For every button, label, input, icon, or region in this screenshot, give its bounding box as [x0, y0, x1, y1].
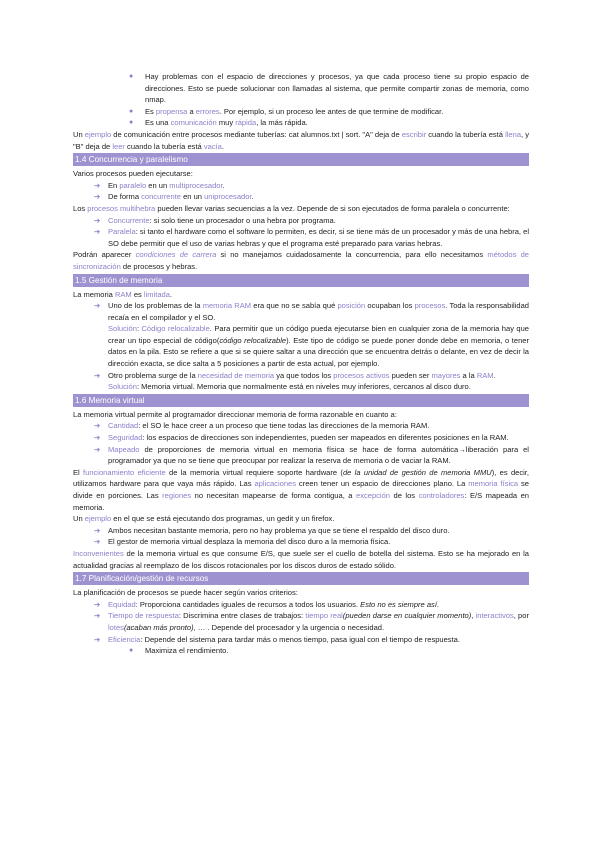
highlight: paralelo [119, 180, 147, 190]
text: ocupaban los [365, 301, 415, 311]
text: , y "B" deja de [73, 129, 530, 151]
arrow-right-icon: ➔ [94, 421, 101, 431]
highlight: errores [195, 106, 220, 116]
highlight: llena [505, 129, 522, 139]
text: , [471, 611, 476, 621]
arrow-item [73, 226, 529, 249]
text: . [493, 370, 496, 380]
arrow-item [73, 525, 529, 537]
highlight: regiones [162, 491, 192, 500]
text: no necesitan mapearse de forma contigua, a [191, 491, 357, 500]
bullet-dot-icon: ● [129, 73, 134, 80]
arrow-item [73, 634, 529, 646]
text: de los [390, 491, 419, 500]
highlight: memoria RAM [202, 301, 252, 311]
highlight: Inconvenientes [73, 548, 124, 558]
text: El gestor de memoria virtual desplaza la memoria del disco duro a la memoria física. [108, 537, 391, 547]
text: creen tener un espacio de direcciones plano. La [296, 479, 469, 489]
arrow-item [73, 444, 529, 467]
text: . [169, 289, 173, 299]
arrow-right-icon: ➔ [94, 215, 101, 225]
text: de procesos y hebras. [120, 261, 198, 271]
text: a la [460, 370, 477, 380]
bullet-item [73, 645, 529, 657]
section-heading-1-6: 1.6 Memoria virtual [73, 394, 529, 407]
text: pueden llevar varias secuencias a la vez. Depende de si son ejecutados de forma paralela o concurrente: [155, 203, 510, 213]
highlight: multiprocesador [169, 180, 223, 190]
text: cuando la tubería está [426, 129, 506, 139]
text: Un [73, 514, 85, 524]
paragraph [73, 249, 529, 272]
text: pueden ser [389, 370, 432, 380]
bullet-item [73, 106, 529, 118]
text: ya que todos los [274, 370, 334, 380]
highlight: ejemplo [84, 129, 112, 139]
highlight: mayores [431, 370, 461, 380]
highlight: Solución [108, 324, 137, 334]
highlight: métodos de sincronización [73, 250, 529, 271]
paragraph: Varios procesos pueden ejecutarse: [73, 169, 193, 179]
text: muy [216, 118, 236, 128]
text: : Memoria virtual. Memoria que normalmente está en niveles muy inferiores, cercanos al disco duro. [136, 382, 471, 392]
paragraph: La planificación de procesos se puede hacer según varios criterios: [73, 588, 298, 598]
text: Es [145, 106, 156, 116]
arrow-right-icon: ➔ [94, 611, 101, 621]
text: cuando la tubería está [124, 141, 204, 151]
highlight: posición [337, 301, 366, 311]
text: . Toda la responsabilidad recaía en el compilador y el SO. [108, 301, 529, 322]
text: en un [181, 192, 205, 202]
bullet-dot-icon: ● [129, 647, 134, 655]
highlight: Tiempo de respuesta [108, 611, 179, 621]
italic-text: de la unidad de gestión de memoria MMU [342, 467, 492, 477]
arrow-item [73, 215, 529, 227]
text: . [251, 192, 254, 202]
text: : Depende del sistema para tardar más o menos tiempo, pasa igual con el tiempo de respuesta. [140, 634, 460, 644]
text: . [221, 141, 224, 151]
text: en el que se está ejecutando dos programas, un gedit y un firefox. [111, 514, 335, 524]
arrow-right-icon: ➔ [94, 444, 101, 454]
italic-text: (pueden darse en cualquier momento) [342, 611, 472, 621]
paragraph [73, 513, 529, 525]
text: de proporciones de memoria virtual en memoria física se hace de forma automática→liberación para el programador ya que no se tiene que preocupar por realizar la reserva de memoria o de vaciar la RAM. [108, 444, 529, 466]
text: Podrán aparecer [73, 250, 136, 260]
text: En [108, 180, 120, 190]
text: : Discrimina entre clases de trabajos: [178, 611, 306, 621]
arrow-right-icon: ➔ [94, 525, 101, 535]
text: , por [513, 611, 529, 621]
highlight: funcionamiento eficiente [83, 467, 166, 477]
highlight: Equidad [108, 599, 136, 609]
highlight: procesos [414, 301, 446, 311]
text: Ambos necesitan bastante memoria, pero no hay problema ya que se tiene el respaldo del disco duro. [108, 525, 450, 535]
solution-paragraph [73, 381, 529, 393]
arrow-right-icon: ➔ [94, 370, 101, 380]
arrow-item [73, 432, 529, 444]
highlight: escribir [401, 129, 427, 139]
text: . [436, 599, 440, 609]
text: de la memoria virtual es que consume E/S, que suele ser el cuello de botella del sistema. Esto se ha mejorado en la actualidad gracias al reemplazo de los discos rotacionales por los discos duros de estado sólido. [73, 548, 529, 570]
bullet-dot-icon: ● [129, 107, 134, 115]
text: de comunicación entre procesos mediante tuberías: cat alumnos.txt | sort. "A" deja de [111, 129, 402, 139]
text: en un [146, 180, 170, 190]
section-heading-1-7: 1.7 Planificación/gestión de recursos [73, 572, 529, 585]
text: Uno de los problemas de la [108, 301, 203, 311]
text: : E/S mapeada en memoria. [73, 491, 529, 512]
text: se divide en porciones. Las [73, 479, 529, 500]
highlight: RAM [114, 289, 132, 299]
text: : si solo tiene un procesador o una hebra por programa. [149, 215, 336, 225]
highlight: aplicaciones [254, 479, 296, 489]
paragraph: La memoria virtual permite al programador direccionar memoria de forma razonable en cuanto a: [73, 409, 397, 419]
section-heading-1-5: 1.5 Gestión de memoria [73, 274, 529, 287]
highlight: comunicación [170, 118, 217, 128]
highlight: Mapeado [108, 444, 140, 454]
text: : Proporciona cantidades iguales de recursos a todos los usuarios. [135, 599, 361, 609]
text: , la más rápida. [256, 118, 308, 128]
paragraph [73, 289, 529, 301]
highlight: tiempo real [305, 611, 343, 621]
highlight: necesidad de memoria [197, 370, 275, 380]
highlight: condiciones de carrera [135, 250, 217, 260]
text: Maximiza el rendimiento. [145, 646, 229, 656]
highlight: RAM [476, 370, 494, 380]
text: Otro problema surge de la [108, 370, 198, 380]
highlight: propensa [155, 106, 188, 116]
highlight: ejemplo [84, 514, 112, 524]
arrow-right-icon: ➔ [94, 537, 101, 547]
arrow-right-icon: ➔ [94, 227, 101, 237]
highlight: memoria física [468, 479, 519, 489]
text: ), es decir, utilizamos hardware para que vaya más rápido. Las [73, 467, 529, 489]
paragraph [73, 548, 529, 571]
document-content [73, 71, 529, 657]
text: : [136, 324, 142, 334]
pipes-example-paragraph [73, 129, 529, 152]
text: Un [73, 129, 85, 139]
italic-text: (acaban más pronto) [123, 622, 194, 632]
text: La memoria [73, 289, 115, 299]
highlight: limitada [143, 289, 170, 299]
text: De forma [108, 192, 142, 202]
text: : si tanto el hardware como el software lo permiten, es decir, si se tiene más de un procesador y más de una hebra, el SO debe permitir que el uso de varias hebras y que el programa esté preparado para varias hebras. [108, 227, 529, 248]
arrow-item [73, 536, 529, 548]
highlight: interactivos [475, 611, 514, 621]
highlight: excepción [356, 491, 390, 500]
paragraph [73, 203, 529, 215]
text: era que no se sabía qué [251, 301, 338, 311]
arrow-right-icon: ➔ [94, 180, 101, 190]
arrow-right-icon: ➔ [94, 599, 101, 609]
highlight: Código relocalizable [141, 324, 210, 334]
arrow-right-icon: ➔ [94, 192, 101, 202]
highlight: rápida [235, 118, 257, 128]
arrow-item [73, 420, 529, 432]
text: . [222, 180, 225, 190]
arrow-item [73, 370, 529, 382]
bullet-item [73, 117, 529, 129]
text: Hay problemas con el espacio de direcciones y procesos, ya que cada proceso tiene su propio espacio de direcciones. Esto se puede solucionar con llamadas al sistema, que permite compartir zonas de memoria, como nmap. [145, 72, 529, 105]
text: El [73, 467, 84, 477]
text: de la memoria virtual requiere soporte hardware ( [165, 467, 343, 477]
highlight: Paralela [108, 227, 136, 237]
arrow-right-icon: ➔ [94, 634, 101, 644]
highlight: Concurrente [108, 215, 150, 225]
arrow-item [73, 180, 529, 192]
bullet-dot-icon: ● [129, 119, 134, 127]
text: : los espacios de direcciones son independientes, pueden ser mapeados en diferentes posiciones en la RAM. [142, 433, 509, 443]
italic-text: código relocalizable [219, 335, 287, 345]
arrow-item [73, 610, 529, 633]
arrow-right-icon: ➔ [94, 433, 101, 443]
highlight: procesos activos [333, 370, 390, 380]
italic-text: Esto no es siempre así [360, 599, 437, 609]
highlight: Solución [108, 382, 137, 392]
highlight: controladores [418, 491, 465, 500]
text: Es una [145, 118, 171, 128]
highlight: Seguridad [108, 433, 143, 443]
arrow-item [73, 300, 529, 323]
text: ). Este tipo de código se puede poner donde debe en memoria, o tener datos en la pila. Esto se refiere a que si se quiere saltar a una dirección que se encuentra detrás o delante, en vez de decir la dirección exacta, se dice salta a 5 posiciones a partir de esta actual, por ejemplo. [108, 335, 530, 369]
highlight: leer [112, 141, 125, 151]
arrow-item [73, 599, 529, 611]
arrow-right-icon: ➔ [94, 301, 101, 311]
highlight: vacía [203, 141, 222, 151]
paragraph [73, 467, 529, 513]
text: si no manejamos cuidadosamente la concurrencia, para ello necesitamos [216, 250, 488, 260]
highlight: Cantidad [108, 421, 139, 431]
text: es [131, 289, 144, 299]
highlight: uniprocesador [204, 192, 252, 202]
highlight: Eficiencia [108, 634, 141, 644]
highlight: lotes [108, 622, 124, 632]
bullet-item [73, 71, 529, 106]
text: Los [73, 203, 88, 213]
section-heading-1-4: 1.4 Concurrencia y paralelismo [73, 153, 529, 166]
arrow-item [73, 191, 529, 203]
text: . Por ejemplo, si un proceso lee antes de que termine de modificar. [219, 106, 444, 116]
text: , … . Depende del procesador y la urgencia o necesidad. [193, 622, 385, 632]
highlight: procesos multihebra [87, 203, 156, 213]
highlight: concurrente [141, 192, 181, 202]
text: . Para permitir que un código pueda ejecutarse bien en cualquier zona de la memoria hay que crear un tipo especial de código( [108, 324, 529, 345]
text: : el SO le hace creer a un proceso que tiene todas las direcciones de la memoria RAM. [138, 421, 430, 431]
text: a [187, 106, 196, 116]
solution-paragraph [73, 323, 529, 369]
